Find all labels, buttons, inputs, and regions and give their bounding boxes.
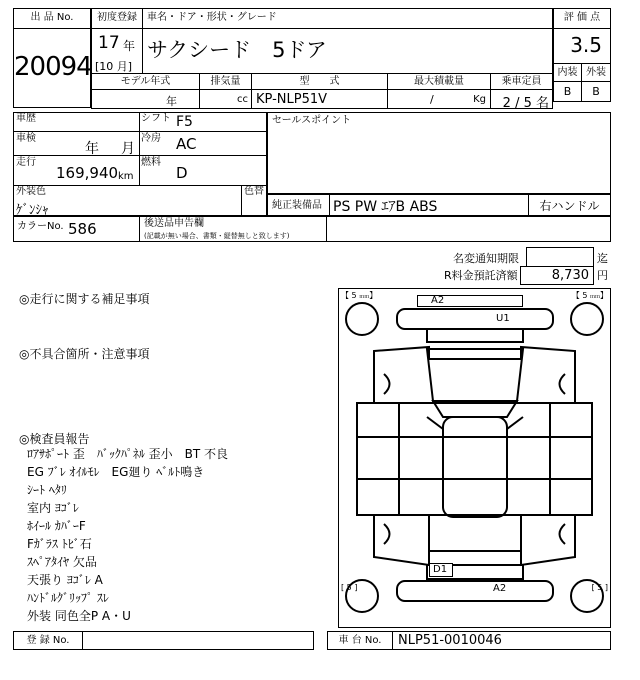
exterior-color-value: ｹﾞﾝｼｬ bbox=[16, 203, 49, 218]
side-body bbox=[357, 403, 592, 515]
report-box bbox=[139, 216, 327, 242]
report-note: (記載が無い場合、書類・縦替無しと致します) bbox=[144, 232, 290, 240]
mark-a2-front: A2 bbox=[431, 295, 445, 306]
rear-bumper bbox=[397, 581, 553, 601]
inspector-note-line: ﾛｱｻﾎﾟｰﾄ 歪 ﾊﾞｯｸﾊﾟﾈﾙ 歪小 BT 不良 bbox=[27, 447, 229, 461]
rear-body bbox=[374, 515, 575, 565]
mark-a2-rear: A2 bbox=[493, 583, 507, 594]
interior-label: 内装 bbox=[557, 67, 578, 78]
history-label: 車歴 bbox=[16, 113, 36, 124]
lot-number: 20094 bbox=[14, 52, 92, 82]
model-year-label-box bbox=[91, 73, 200, 90]
model-year-box bbox=[91, 89, 200, 109]
inspector-note-line: 室内 ﾖｺﾞﾚ bbox=[27, 501, 79, 515]
recycle-value: 8,730 bbox=[551, 268, 589, 283]
chassis-label-box bbox=[327, 631, 393, 650]
exterior-color-label: 外装色 bbox=[16, 186, 46, 197]
front-left-wheel-arch bbox=[384, 374, 390, 394]
recycle-box bbox=[520, 266, 594, 285]
reg-label-box bbox=[13, 631, 83, 650]
score-box bbox=[553, 28, 611, 64]
first-reg-label-box bbox=[91, 8, 143, 29]
hood bbox=[427, 349, 523, 401]
exterior-label-box bbox=[581, 63, 611, 82]
mileage-label: 走行 bbox=[16, 157, 36, 168]
inspector-note-line: 天張り ﾖｺﾞﾚ A bbox=[27, 573, 103, 587]
equipment-box bbox=[267, 194, 529, 216]
tailgate bbox=[429, 515, 521, 551]
car-name-label: 車名・ドア・形状・グレード bbox=[147, 12, 277, 23]
inspection-label: 車検 bbox=[16, 133, 36, 144]
model-year-label: モデル年式 bbox=[120, 76, 171, 87]
front-right-wheel-arch bbox=[560, 374, 566, 394]
handle-value: 右ハンドル bbox=[539, 199, 600, 213]
max-load-sep: / bbox=[430, 93, 434, 106]
score-value: 3.5 bbox=[570, 33, 602, 57]
max-load-box bbox=[387, 89, 491, 109]
inspection-month: 月 bbox=[121, 141, 135, 157]
car-name: サクシード 5ドア bbox=[147, 38, 327, 62]
reg-label: 登 録 No. bbox=[26, 635, 70, 646]
chassis-value-box bbox=[392, 631, 611, 650]
rear-left-wheel-arch bbox=[384, 524, 390, 544]
mark-d1: D1 bbox=[433, 564, 448, 575]
inspector-note-line: ｽﾍﾟｱﾀｲﾔ 欠品 bbox=[27, 555, 97, 569]
report-label: 後送品申告欄 bbox=[144, 218, 204, 229]
car-diagram bbox=[338, 288, 611, 628]
mileage-unit: km bbox=[118, 171, 134, 182]
fuel-label: 燃料 bbox=[141, 157, 161, 168]
inspector-note-line: Fｶﾞﾗｽ ﾄﾋﾞ石 bbox=[27, 537, 92, 551]
tire-rl-label: [ 5 ] bbox=[341, 583, 358, 592]
exterior-label: 外装 bbox=[586, 67, 606, 78]
defects-title: ◎不具合箇所・注意事項 bbox=[19, 347, 150, 361]
ac-value: AC bbox=[176, 135, 197, 153]
color-no-value: 586 bbox=[68, 220, 97, 238]
fuel-value: D bbox=[176, 164, 188, 182]
interior-label-box bbox=[553, 63, 582, 82]
recycle-unit: 円 bbox=[597, 269, 608, 282]
exterior-grade-box bbox=[581, 81, 611, 102]
inspector-note-line: EG ﾌﾞﾚ ｵｲﾙﾓﾚ EG廻り ﾍﾞﾙﾄ鳴き bbox=[27, 465, 205, 479]
first-reg-label: 初度登録 bbox=[97, 12, 137, 23]
lot-label: 出 品 No. bbox=[30, 12, 74, 23]
car-diagram-svg bbox=[339, 289, 610, 627]
deadline-box bbox=[526, 247, 594, 267]
reg-value-box bbox=[82, 631, 314, 650]
max-load-unit: Kg bbox=[473, 94, 486, 105]
tire-fr-label: 【 5 ｍｍ】 bbox=[571, 291, 608, 300]
mark-rear-box bbox=[429, 563, 453, 577]
selling-points-label: セールスポイント bbox=[272, 115, 352, 126]
deadline-label: 名変通知期限 bbox=[453, 252, 519, 265]
type-label-box bbox=[251, 73, 388, 90]
chassis-label: 車 台 No. bbox=[338, 635, 382, 646]
specs-left-box bbox=[13, 112, 267, 216]
capacity-label-box bbox=[490, 73, 553, 90]
capacity-label: 乗車定員 bbox=[501, 76, 542, 87]
max-load-label-box bbox=[387, 73, 491, 90]
displacement-unit: cc bbox=[237, 94, 248, 105]
inspector-title: ◎検査員報告 bbox=[19, 432, 90, 446]
inspector-note-line: 外装 同色全P A・U bbox=[27, 609, 131, 623]
equipment-label: 純正装備品 bbox=[272, 200, 322, 211]
exterior-grade: B bbox=[592, 85, 600, 98]
type-label: 型 式 bbox=[299, 76, 340, 87]
color-no-label: カラーNo. bbox=[17, 221, 64, 232]
model-year-unit: 年 bbox=[166, 95, 177, 108]
front-bumper bbox=[397, 309, 553, 329]
inspector-note-line: ｼｰﾄ ﾍﾀﾘ bbox=[27, 483, 67, 497]
selling-points-box bbox=[267, 112, 611, 194]
first-reg-year: 17 bbox=[98, 33, 120, 53]
inspection-year: 年 bbox=[85, 141, 99, 157]
mileage-value: 169,940 bbox=[56, 164, 119, 182]
interior-grade-box bbox=[553, 81, 582, 102]
capacity-value: 2 / 5 名 bbox=[502, 96, 549, 111]
tire-front-right bbox=[571, 303, 603, 335]
report-blank-box bbox=[326, 216, 611, 242]
car-name-box bbox=[142, 28, 553, 74]
roof bbox=[443, 417, 507, 517]
score-label: 評 価 点 bbox=[563, 12, 601, 23]
front-grille bbox=[427, 329, 523, 342]
deadline-suffix: 迄 bbox=[597, 252, 608, 265]
tire-rr-label: [ 5 ] bbox=[591, 583, 608, 592]
score-label-box bbox=[553, 8, 611, 29]
interior-grade: B bbox=[563, 85, 572, 98]
type-box bbox=[251, 89, 388, 109]
first-reg-month: [10 月] bbox=[95, 60, 133, 73]
first-reg-box bbox=[91, 28, 143, 74]
equipment-value: PS PW ｴｱB ABS bbox=[333, 199, 438, 215]
type-value: KP-NLP51V bbox=[256, 92, 328, 107]
car-name-label-box bbox=[142, 8, 553, 29]
mark-u1: U1 bbox=[496, 313, 510, 324]
color-no-box bbox=[13, 216, 140, 242]
max-load-label: 最大積載量 bbox=[414, 76, 464, 87]
inspector-note-line: ﾎｲｰﾙ ｶﾊﾞｰF bbox=[27, 519, 86, 533]
mark-front-bumper bbox=[417, 295, 523, 307]
chassis-value: NLP51-0010046 bbox=[398, 633, 502, 648]
capacity-box bbox=[490, 89, 553, 109]
tire-front-left bbox=[346, 303, 378, 335]
shift-label: シフト bbox=[141, 113, 171, 124]
front-body bbox=[374, 347, 575, 403]
lot-number-box bbox=[13, 28, 91, 108]
rear-right-wheel-arch bbox=[560, 524, 566, 544]
driving-notes-title: ◎走行に関する補足事項 bbox=[19, 292, 150, 306]
displacement-label: 排気量 bbox=[210, 76, 241, 87]
color-change-label: 色替 bbox=[244, 186, 264, 197]
tire-fl-label: 【 5 ｍｍ】 bbox=[341, 291, 378, 300]
inspector-note-line: ﾊﾝﾄﾞﾙｸﾞﾘｯﾌﾟ ｽﾚ bbox=[27, 591, 109, 605]
handle-box bbox=[528, 194, 611, 216]
lot-label-box bbox=[13, 8, 91, 29]
recycle-label: R料金預託済額 bbox=[444, 269, 518, 282]
displacement-box bbox=[199, 89, 252, 109]
first-reg-year-unit: 年 bbox=[123, 39, 136, 53]
shift-value: F5 bbox=[176, 114, 193, 130]
ac-label: 冷房 bbox=[141, 133, 161, 144]
displacement-label-box bbox=[199, 73, 252, 90]
